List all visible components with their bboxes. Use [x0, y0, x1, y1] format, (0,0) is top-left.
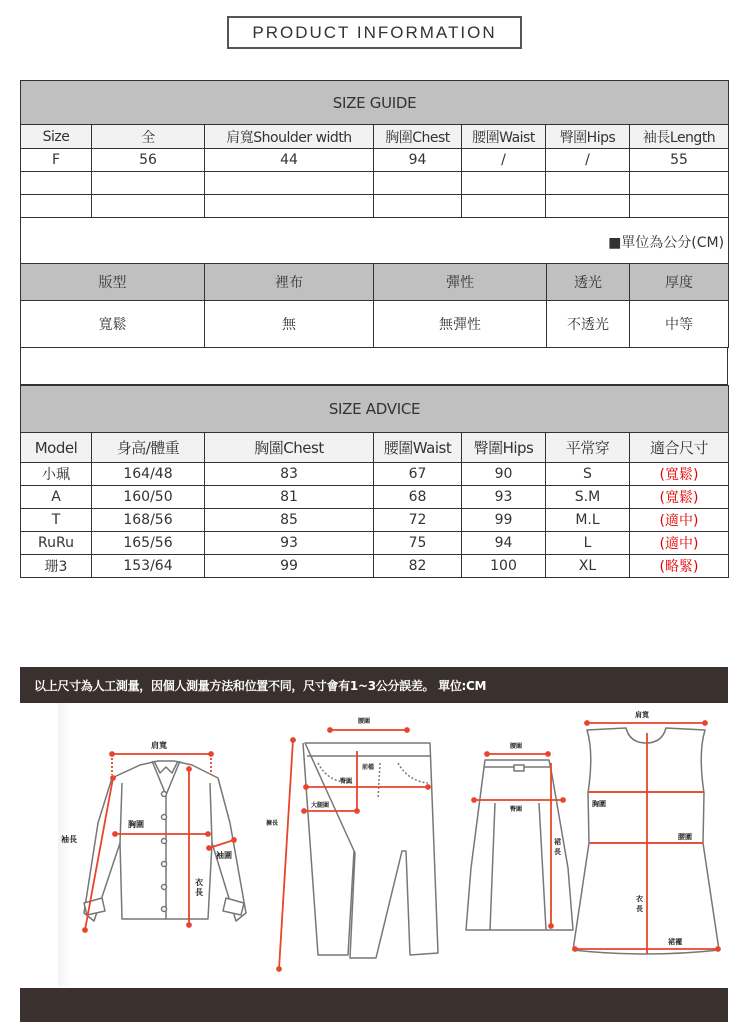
- table-cell: [630, 172, 729, 195]
- table-cell: 93: [462, 486, 546, 509]
- label-chest: 胸圍: [128, 820, 144, 829]
- table-cell: [374, 195, 462, 218]
- table-cell: S: [546, 463, 630, 486]
- column-header: 腰圍Waist: [374, 433, 462, 463]
- table-cell: 55: [630, 149, 729, 172]
- table-cell: 82: [374, 555, 462, 578]
- table-cell: [374, 172, 462, 195]
- fabric-value-sheerness: 不透光: [547, 301, 630, 348]
- table-row: [21, 532, 729, 555]
- fit-note: (寬鬆): [630, 463, 729, 486]
- table-cell: F: [21, 149, 92, 172]
- fabric-header-elasticity: 彈性: [374, 264, 547, 301]
- label-dress-hem: 裙襬: [668, 938, 682, 946]
- unit-note: ■單位為公分(CM): [21, 218, 729, 264]
- fabric-header-fit: 版型: [21, 264, 205, 301]
- measurement-guide: [20, 667, 728, 1022]
- table-row: [21, 555, 729, 578]
- size-advice-header-row: [21, 433, 729, 463]
- column-header: 肩寬Shoulder width: [205, 125, 374, 149]
- table-cell: /: [546, 149, 630, 172]
- table-cell: [630, 195, 729, 218]
- pants-diagram-icon: [303, 743, 438, 958]
- column-header: 全: [92, 125, 205, 149]
- size-advice-title: SIZE ADVICE: [21, 386, 729, 433]
- table-cell: 165/56: [92, 532, 205, 555]
- model-name: T: [21, 509, 92, 532]
- fabric-header-sheerness: 透光: [547, 264, 630, 301]
- fabric-value-thickness: 中等: [630, 301, 729, 348]
- size-guide-header-row: [21, 125, 729, 149]
- fit-note: (寬鬆): [630, 486, 729, 509]
- fabric-header-row: [21, 264, 729, 301]
- table-cell: 56: [92, 149, 205, 172]
- column-header: 胸圍Chest: [205, 433, 374, 463]
- table-cell: 93: [205, 532, 374, 555]
- label-dress-length-bottom: 長: [636, 905, 643, 913]
- table-cell: [546, 172, 630, 195]
- column-header: 平常穿: [546, 433, 630, 463]
- table-cell: 94: [374, 149, 462, 172]
- table-cell: 85: [205, 509, 374, 532]
- table-row: [21, 486, 729, 509]
- table-cell: [462, 172, 546, 195]
- model-name: 小珮: [21, 463, 92, 486]
- label-dress-shoulder: 肩寬: [635, 711, 649, 719]
- table-cell: S.M: [546, 486, 630, 509]
- table-spacer: [20, 347, 728, 385]
- table-cell: 67: [374, 463, 462, 486]
- size-advice-table: [20, 385, 729, 578]
- model-name: RuRu: [21, 532, 92, 555]
- table-cell: [92, 172, 205, 195]
- label-thigh: 大腿圍: [311, 802, 330, 809]
- table-cell: /: [462, 149, 546, 172]
- label-rise: 前檔: [362, 764, 375, 771]
- fabric-value-fit: 寬鬆: [21, 301, 205, 348]
- fit-note: (適中): [630, 509, 729, 532]
- label-cuff: 袖圍: [216, 851, 232, 860]
- table-cell: [205, 172, 374, 195]
- table-cell: [21, 195, 92, 218]
- dress-diagram-icon: [573, 728, 719, 954]
- table-cell: L: [546, 532, 630, 555]
- table-cell: 164/48: [92, 463, 205, 486]
- label-dress-chest: 胸圍: [592, 800, 606, 808]
- fabric-properties-table: [20, 263, 729, 348]
- footer-bar: [20, 988, 728, 1022]
- label-sleeve-length: 袖長: [61, 835, 77, 844]
- label-skirt-length-bottom: 長: [554, 848, 561, 856]
- model-name: 珊3: [21, 555, 92, 578]
- table-cell: 75: [374, 532, 462, 555]
- measurement-diagram-panel: [58, 703, 728, 986]
- table-cell: 153/64: [92, 555, 205, 578]
- table-cell: 99: [462, 509, 546, 532]
- label-skirt-hip: 臀圍: [510, 806, 523, 813]
- label-dress-length-top: 衣: [636, 895, 643, 903]
- table-cell: 72: [374, 509, 462, 532]
- table-cell: 44: [205, 149, 374, 172]
- table-row: [21, 463, 729, 486]
- column-header: Size: [21, 125, 92, 149]
- label-length-bottom: 長: [195, 888, 203, 897]
- fabric-header-thickness: 厚度: [630, 264, 729, 301]
- shirt-diagram-icon: [84, 761, 246, 921]
- size-guide-table: [20, 80, 729, 264]
- fabric-value-lining: 無: [205, 301, 374, 348]
- column-header: 胸圍Chest: [374, 125, 462, 149]
- table-row: [21, 509, 729, 532]
- column-header: 臀圍Hips: [546, 125, 630, 149]
- table-cell: 83: [205, 463, 374, 486]
- column-header: 身高/體重: [92, 433, 205, 463]
- fabric-header-lining: 裡布: [205, 264, 374, 301]
- fit-note: (適中): [630, 532, 729, 555]
- page-title: PRODUCT INFORMATION: [227, 16, 522, 49]
- label-dress-waist: 腰圍: [678, 833, 692, 841]
- label-skirt-waist: 腰圍: [510, 743, 523, 750]
- model-name: A: [21, 486, 92, 509]
- table-cell: 99: [205, 555, 374, 578]
- column-header: 袖長Length: [630, 125, 729, 149]
- measurement-note: 以上尺寸為人工測量，因個人測量方法和位置不同，尺寸會有1~3公分誤差。 單位:CM: [20, 667, 728, 703]
- table-cell: [546, 195, 630, 218]
- table-cell: 168/56: [92, 509, 205, 532]
- table-cell: [205, 195, 374, 218]
- column-header: 臀圍Hips: [462, 433, 546, 463]
- label-shoulder: 肩寬: [151, 741, 167, 750]
- table-row: [21, 195, 729, 218]
- table-cell: [92, 195, 205, 218]
- table-cell: [21, 172, 92, 195]
- column-header: Model: [21, 433, 92, 463]
- table-cell: 68: [374, 486, 462, 509]
- column-header: 適合尺寸: [630, 433, 729, 463]
- fit-note: (略緊): [630, 555, 729, 578]
- label-pants-length: 褲長: [266, 820, 279, 827]
- table-cell: 160/50: [92, 486, 205, 509]
- table-cell: 94: [462, 532, 546, 555]
- label-length-top: 衣: [195, 878, 203, 887]
- table-row: [21, 172, 729, 195]
- table-cell: 100: [462, 555, 546, 578]
- table-cell: XL: [546, 555, 630, 578]
- label-waist: 腰圍: [358, 718, 371, 725]
- table-cell: [462, 195, 546, 218]
- label-skirt-length-top: 裙: [554, 838, 561, 846]
- table-cell: 81: [205, 486, 374, 509]
- fabric-value-row: [21, 301, 729, 348]
- column-header: 腰圍Waist: [462, 125, 546, 149]
- size-guide-title: SIZE GUIDE: [21, 81, 729, 125]
- table-row: [21, 149, 729, 172]
- table-cell: 90: [462, 463, 546, 486]
- fabric-value-elasticity: 無彈性: [374, 301, 547, 348]
- label-hip: 臀圍: [340, 778, 353, 785]
- table-cell: M.L: [546, 509, 630, 532]
